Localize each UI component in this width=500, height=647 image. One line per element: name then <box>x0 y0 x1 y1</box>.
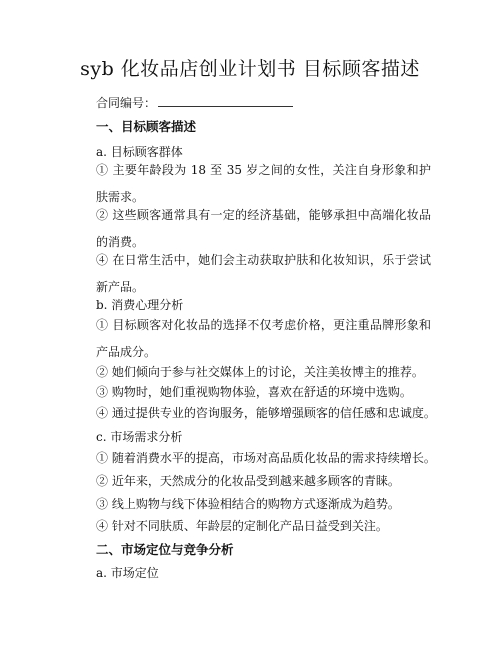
contract-number <box>96 94 293 112</box>
paragraph-item: ② 近年来，天然成分的化妆品受到越来越多顾客的青睐。 <box>96 474 400 488</box>
document-title: syb 化妆品店创业计划书 目标顾客描述 <box>80 58 420 80</box>
subheading-market-positioning: a. 市场定位 <box>96 566 159 580</box>
paragraph-item: ① 目标顾客对化妆品的选择不仅考虑价格，更注重品牌形象和产品成分。 <box>96 318 431 359</box>
paragraph-item: ② 她们倾向于参与社交媒体上的讨论，关注美妆博主的推荐。 <box>96 365 424 379</box>
section-heading-market-positioning: 二、市场定位与竞争分析 <box>96 542 234 557</box>
paragraph-item: ① 主要年龄段为 18 至 35 岁之间的女性，关注自身形象和护肤需求。 <box>96 163 431 204</box>
contract-number-label: 合同编号： <box>96 96 157 110</box>
paragraph-item: ② 这些顾客通常具有一定的经济基础，能够承担中高端化妆品的消费。 <box>96 208 431 249</box>
paragraph-item: ① 随着消费水平的提高，市场对高品质化妆品的需求持续增长。 <box>96 451 436 465</box>
paragraph-item: ③ 购物时，她们重视购物体验，喜欢在舒适的环境中选购。 <box>96 385 412 399</box>
contract-number-blank <box>158 94 293 107</box>
section-heading-target-customers: 一、目标顾客描述 <box>96 119 197 134</box>
paragraph-item: ④ 针对不同肤质、年龄层的定制化产品日益受到关注。 <box>96 519 388 533</box>
subheading-consumer-psychology: b. 消费心理分析 <box>96 298 184 312</box>
subheading-market-demand: c. 市场需求分析 <box>96 430 183 444</box>
paragraph-item: ④ 在日常生活中，她们会主动获取护肤和化妆知识，乐于尝试新产品。 <box>96 253 431 294</box>
paragraph-item: ④ 通过提供专业的咨询服务，能够增强顾客的信任感和忠诚度。 <box>96 406 436 420</box>
paragraph-item: ③ 线上购物与线下体验相结合的购物方式逐渐成为趋势。 <box>96 497 400 511</box>
subheading-customer-group: a. 目标顾客群体 <box>96 145 183 159</box>
